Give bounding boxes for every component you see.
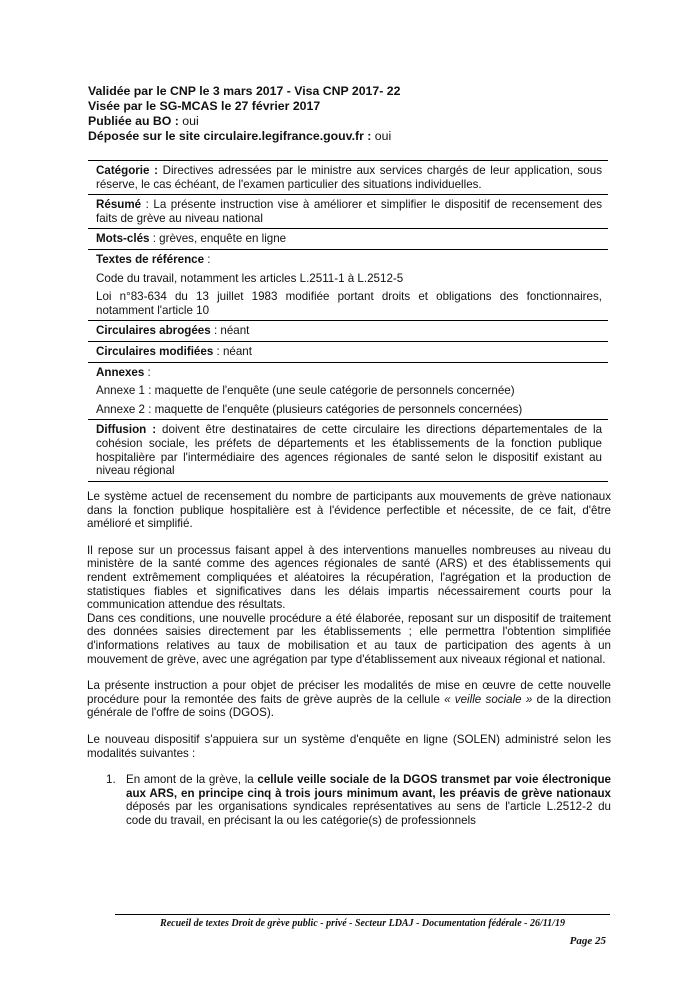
textes-reference-row: Textes de référence : Code du travail, notamment les articles L.2511-1 à L.2512-5 Loi n°83-634 du 13 juillet 1983 modifiée portant droits et obligations des fonctionnaires, notamment l'article 10 [88, 250, 608, 321]
visa-line: Visée par le SG-MCAS le 27 février 2017 [88, 99, 321, 113]
circulaires-abrogees-row: Circulaires abrogées : néant [88, 321, 608, 342]
annexes-row: Annexes : Annexe 1 : maquette de l'enquête (une seule catégorie de personnels concernée) Annexe 2 : maquette de l'enquête (plusieurs catégories de personnels concernées) [88, 363, 608, 421]
annexe-2: Annexe 2 : maquette de l'enquête (plusieurs catégories de personnels concernées) [96, 402, 523, 416]
footer-text: Recueil de textes Droit de grève public - privé - Secteur LDAJ - Documentation fédérale - 26/11/19 [160, 918, 565, 929]
paragraph: La présente instruction a pour objet de préciser les modalités de mise en œuvre de cette nouvelle procédure pour la remontée des faits de grève auprès de la cellule « veille sociale » de la direction générale de l'offre de soins (DGOS). [87, 679, 611, 720]
mots-cles-row: Mots-clés : grèves, enquête en ligne [88, 229, 608, 250]
deposit-line: Déposée sur le site circulaire.legifrance.gouv.fr : oui [88, 129, 392, 143]
categorie-row: Catégorie : Directives adressées par le ministre aux services chargés de leur application, sous réserve, le cas échéant, de l'examen particulier des situations individuelles. [88, 161, 608, 195]
paragraph: Le nouveau dispositif s'appuiera sur un système d'enquête en ligne (SOLEN) administré selon les modalités suivantes : [87, 732, 611, 760]
body-text [87, 490, 611, 827]
diffusion-row: Diffusion : doivent être destinataires de cette circulaire les directions départementales de la cohésion sociale, les préfets de départements et les établissements de la fonction publique hospitalière par l'intermédiaire des agences régionales de santé selon le dispositif existant au niveau régional [96, 423, 603, 478]
circulaires-modifiees-row: Circulaires modifiées : néant [88, 342, 608, 363]
reference-loi: Loi n°83-634 du 13 juillet 1983 modifiée portant droits et obligations des fonctionnaires, notamment l'article 10 [96, 290, 602, 317]
reference-code-travail: Code du travail, notamment les articles L.2511-1 à L.2512-5 [96, 271, 404, 285]
footer-divider [115, 914, 610, 915]
paragraph: Le système actuel de recensement du nombre de participants aux mouvements de grève nationaux dans la fonction publique hospitalière est à l'évidence perfectible et nécessite, de ce fait, d'être amélioré et simplifié. [87, 490, 611, 531]
metadata-table [88, 160, 608, 482]
validation-header [88, 84, 608, 144]
paragraph: Dans ces conditions, une nouvelle procédure a été élaborée, reposant sur un dispositif de traitement des données saisies directement par les établissements ; elle permettra l'obtention simplifiée d'informations relatives au taux de mobilisation et au taux de participation des agents à un mouvement de grève, avec une agrégation par type d'établissement aux niveaux régional et national. [87, 611, 611, 666]
annexe-1: Annexe 1 : maquette de l'enquête (une seule catégorie de personnels concernée) [96, 384, 515, 398]
page-number: Page 25 [569, 935, 606, 947]
list-item: 1. En amont de la grève, la cellule veille sociale de la DGOS transmet par voie électronique aux ARS, en principe cinq à trois jours minimum avant, les préavis de grève nationaux déposés par les organisations syndicales représentatives au sens de l'article L.2512-2 du code du travail, en précisant la ou les catégorie(s) de professionnels [106, 773, 611, 827]
publication-line: Publiée au BO : oui [88, 114, 199, 128]
validation-line: Validée par le CNP le 3 mars 2017 - Visa CNP 2017- 22 [88, 84, 401, 98]
resume-row: Résumé : La présente instruction vise à améliorer et simplifier le dispositif de recensement des faits de grève au niveau national [88, 195, 608, 229]
paragraph: Il repose sur un processus faisant appel à des interventions manuelles nombreuses au niveau du ministère de la santé comme des agences régionales de santé (ARS) et des établissements qui rendent extrêmement compliquées et aléatoires la récupération, l'agrégation et la production de statistiques fiables et significatives dans les délais impartis nécessairement courts pour la communication attendue des résultats. [87, 543, 611, 612]
